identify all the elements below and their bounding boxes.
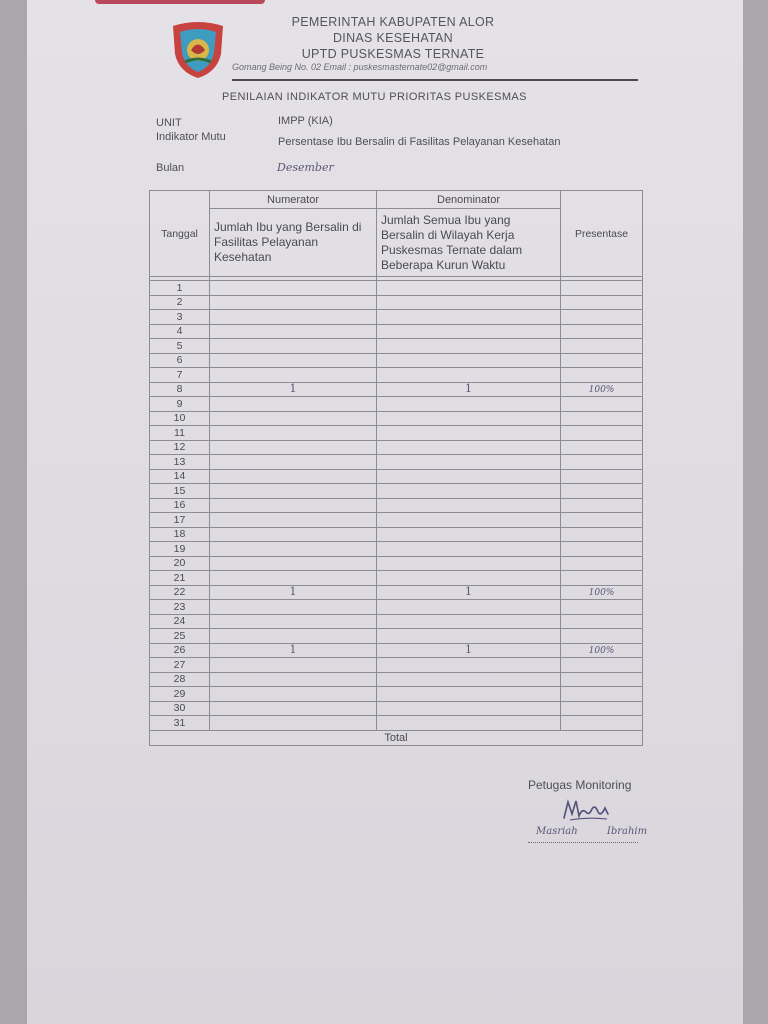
table-row [150, 527, 643, 542]
numerator-cell [210, 629, 377, 644]
presentase-cell [561, 571, 643, 586]
presentase-cell [561, 426, 643, 441]
table-row [150, 382, 643, 397]
presentase-cell [561, 324, 643, 339]
table-row [150, 585, 643, 600]
presentase-cell [561, 295, 643, 310]
denominator-cell [377, 600, 561, 615]
presentase-cell [561, 484, 643, 499]
denominator-cell [377, 687, 561, 702]
indikator-label: Indikator Mutu [156, 131, 226, 143]
denominator-cell [377, 643, 561, 658]
day-cell: 10 [150, 411, 210, 426]
presentase-cell [561, 658, 643, 673]
denominator-cell [377, 368, 561, 383]
denominator-cell [377, 397, 561, 412]
presentase-cell [561, 527, 643, 542]
numerator-cell [210, 542, 377, 557]
table-row [150, 556, 643, 571]
presentase-cell [561, 672, 643, 687]
table-row [150, 469, 643, 484]
day-cell: 2 [150, 295, 210, 310]
presentase-cell [561, 440, 643, 455]
denominator-cell [377, 440, 561, 455]
numerator-cell [210, 716, 377, 731]
presentase-cell-value: 100% [588, 587, 615, 598]
header-line-government: PEMERINTAH KABUPATEN ALOR [291, 15, 495, 29]
numerator-cell-value: 1 [289, 382, 297, 396]
table-row [150, 498, 643, 513]
table-row [150, 513, 643, 528]
day-cell: 6 [150, 353, 210, 368]
day-cell: 16 [150, 498, 210, 513]
numerator-cell [210, 281, 377, 296]
denominator-cell [377, 513, 561, 528]
numerator-cell [210, 614, 377, 629]
day-cell: 4 [150, 324, 210, 339]
table-row [150, 672, 643, 687]
day-cell: 25 [150, 629, 210, 644]
table-row [150, 658, 643, 673]
day-cell: 29 [150, 687, 210, 702]
numerator-cell [210, 469, 377, 484]
table-row [150, 614, 643, 629]
numerator-cell [210, 701, 377, 716]
presentase-cell [561, 585, 643, 600]
table-row [150, 455, 643, 470]
day-cell: 28 [150, 672, 210, 687]
numerator-cell [210, 643, 377, 658]
table-row [150, 440, 643, 455]
presentase-cell [561, 498, 643, 513]
denominator-cell [377, 571, 561, 586]
day-cell: 11 [150, 426, 210, 441]
numerator-cell [210, 498, 377, 513]
numerator-cell [210, 382, 377, 397]
denominator-cell [377, 614, 561, 629]
numerator-cell [210, 295, 377, 310]
numerator-cell [210, 426, 377, 441]
bulan-value: Desember [277, 161, 334, 174]
denominator-cell [377, 310, 561, 325]
day-cell: 13 [150, 455, 210, 470]
presentase-cell [561, 542, 643, 557]
table-row [150, 716, 643, 731]
table-row [150, 426, 643, 441]
presentase-cell [561, 281, 643, 296]
district-emblem-logo [167, 20, 229, 80]
day-cell: 14 [150, 469, 210, 484]
numerator-cell [210, 658, 377, 673]
presentase-cell [561, 716, 643, 731]
numerator-cell [210, 411, 377, 426]
table-row [150, 629, 643, 644]
numerator-cell [210, 585, 377, 600]
presentase-cell-value: 100% [588, 384, 615, 395]
numerator-cell [210, 600, 377, 615]
table-row [150, 484, 643, 499]
signature-name: Masriah Ibrahim [536, 826, 648, 837]
header-denominator: Denominator [377, 191, 561, 209]
denominator-cell [377, 469, 561, 484]
denominator-cell [377, 295, 561, 310]
indikator-value: Persentase Ibu Bersalin di Fasilitas Pelayanan Kesehatan [278, 136, 561, 148]
denominator-cell-value: 1 [465, 585, 472, 599]
header-presentase: Presentase [561, 191, 643, 277]
signature-line [528, 842, 638, 843]
numerator-cell [210, 455, 377, 470]
day-cell: 26 [150, 643, 210, 658]
header-address: Gomang Being No. 02 Email : puskesmasternate02@gmail.com [232, 62, 488, 72]
presentase-cell [561, 368, 643, 383]
header-divider [232, 79, 638, 81]
table-row [150, 701, 643, 716]
header-tanggal: Tanggal [150, 191, 210, 277]
numerator-cell [210, 397, 377, 412]
day-cell: 19 [150, 542, 210, 557]
numerator-cell [210, 556, 377, 571]
denominator-cell [377, 455, 561, 470]
denominator-description: Jumlah Semua Ibu yang Bersalin di Wilayah Kerja Puskesmas Ternate dalam Beberapa Kurun Waktu [377, 209, 561, 277]
presentase-cell [561, 556, 643, 571]
unit-label: UNIT [156, 117, 182, 129]
numerator-cell [210, 310, 377, 325]
presentase-cell-value: 100% [588, 645, 615, 656]
denominator-cell [377, 339, 561, 354]
numerator-cell [210, 513, 377, 528]
presentase-cell [561, 382, 643, 397]
day-cell: 30 [150, 701, 210, 716]
day-cell: 3 [150, 310, 210, 325]
presentase-cell [561, 643, 643, 658]
header-line-department: DINAS KESEHATAN [332, 31, 454, 45]
denominator-cell [377, 658, 561, 673]
table-row [150, 353, 643, 368]
day-rows [150, 281, 643, 731]
numerator-cell [210, 324, 377, 339]
denominator-cell-value: 1 [465, 643, 472, 657]
indicator-table [149, 190, 643, 746]
day-cell: 21 [150, 571, 210, 586]
table-row [150, 643, 643, 658]
denominator-cell [377, 324, 561, 339]
day-cell: 27 [150, 658, 210, 673]
denominator-cell-value: 1 [465, 382, 472, 396]
day-cell: 23 [150, 600, 210, 615]
presentase-cell [561, 513, 643, 528]
denominator-cell [377, 701, 561, 716]
table-row [150, 571, 643, 586]
denominator-cell [377, 629, 561, 644]
presentase-cell [561, 411, 643, 426]
numerator-cell [210, 571, 377, 586]
presentase-cell [561, 600, 643, 615]
header-numerator: Numerator [210, 191, 377, 209]
day-cell: 9 [150, 397, 210, 412]
day-cell: 7 [150, 368, 210, 383]
numerator-cell [210, 672, 377, 687]
page-top-edge [95, 0, 265, 4]
numerator-cell [210, 484, 377, 499]
table-row [150, 397, 643, 412]
table-row [150, 368, 643, 383]
day-cell: 15 [150, 484, 210, 499]
presentase-cell [561, 353, 643, 368]
denominator-cell [377, 353, 561, 368]
presentase-cell [561, 455, 643, 470]
denominator-cell [377, 672, 561, 687]
denominator-cell [377, 281, 561, 296]
denominator-cell [377, 527, 561, 542]
total-label: Total [150, 730, 643, 745]
table-row [150, 324, 643, 339]
unit-value: IMPP (KIA) [278, 115, 333, 127]
presentase-cell [561, 469, 643, 484]
day-cell: 22 [150, 585, 210, 600]
numerator-cell [210, 687, 377, 702]
day-cell: 18 [150, 527, 210, 542]
denominator-cell [377, 556, 561, 571]
day-cell: 5 [150, 339, 210, 354]
presentase-cell [561, 339, 643, 354]
denominator-cell [377, 716, 561, 731]
numerator-description: Jumlah Ibu yang Bersalin di Fasilitas Pelayanan Kesehatan [210, 209, 377, 277]
presentase-cell [561, 629, 643, 644]
numerator-cell [210, 440, 377, 455]
denominator-cell [377, 382, 561, 397]
numerator-cell-value: 1 [289, 585, 297, 599]
table-row [150, 411, 643, 426]
denominator-cell [377, 498, 561, 513]
day-cell: 20 [150, 556, 210, 571]
presentase-cell [561, 687, 643, 702]
numerator-cell [210, 527, 377, 542]
denominator-cell [377, 542, 561, 557]
signature-role: Petugas Monitoring [528, 778, 632, 792]
handwritten-signature [560, 796, 614, 824]
presentase-cell [561, 397, 643, 412]
numerator-cell-value: 1 [289, 643, 297, 657]
table-row [150, 542, 643, 557]
day-cell: 1 [150, 281, 210, 296]
table-row [150, 295, 643, 310]
denominator-cell [377, 585, 561, 600]
day-cell: 24 [150, 614, 210, 629]
denominator-cell [377, 484, 561, 499]
denominator-cell [377, 411, 561, 426]
table-row [150, 281, 643, 296]
numerator-cell [210, 339, 377, 354]
form-title: PENILAIAN INDIKATOR MUTU PRIORITAS PUSKESMAS [222, 91, 527, 103]
day-cell: 8 [150, 382, 210, 397]
table-row [150, 310, 643, 325]
day-cell: 12 [150, 440, 210, 455]
presentase-cell [561, 614, 643, 629]
bulan-label: Bulan [156, 162, 185, 174]
presentase-cell [561, 310, 643, 325]
table-row [150, 687, 643, 702]
table-row [150, 339, 643, 354]
denominator-cell [377, 426, 561, 441]
numerator-cell [210, 353, 377, 368]
day-cell: 31 [150, 716, 210, 731]
presentase-cell [561, 701, 643, 716]
header-line-puskesmas: UPTD PUSKESMAS TERNATE [301, 47, 485, 61]
day-cell: 17 [150, 513, 210, 528]
table-row [150, 600, 643, 615]
numerator-cell [210, 368, 377, 383]
